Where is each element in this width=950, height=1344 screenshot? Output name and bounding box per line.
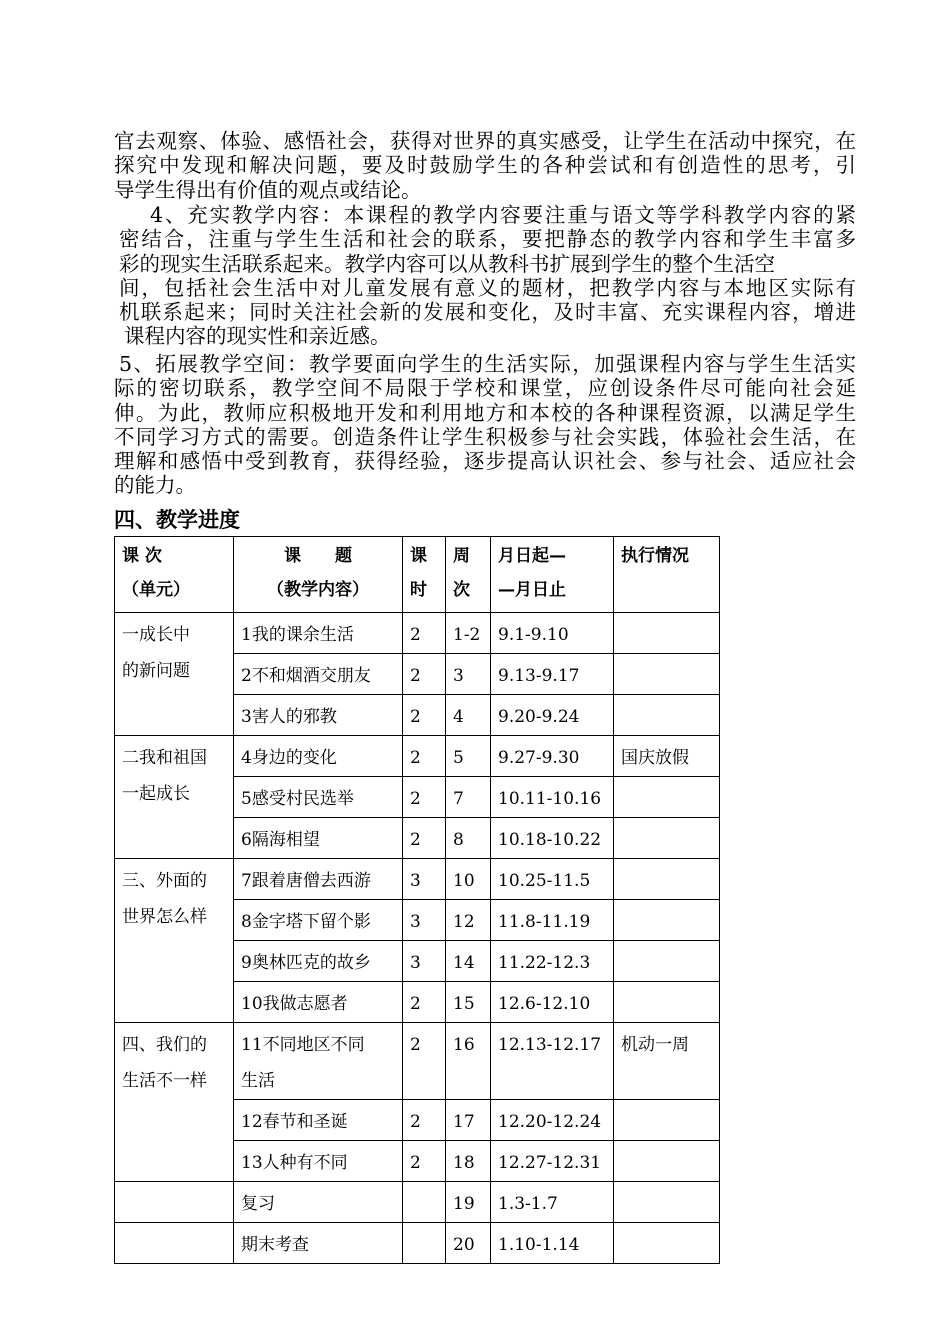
header-topic-sub: （教学内容） <box>267 580 369 600</box>
hours-cell <box>403 1223 446 1264</box>
header-text: 时 <box>410 580 427 600</box>
header-dates <box>491 537 614 613</box>
teaching-schedule-table <box>114 536 720 1264</box>
week-cell: 3 <box>446 654 491 695</box>
dates-cell: 12.6-12.10 <box>491 982 614 1023</box>
header-hours <box>403 537 446 613</box>
hours-cell: 2 <box>403 654 446 695</box>
hours-cell: 2 <box>403 777 446 818</box>
dates-cell: 9.27-9.30 <box>491 736 614 777</box>
hours-cell: 2 <box>403 736 446 777</box>
topic-cell: 6隔海相望 <box>234 818 403 859</box>
week-cell: 15 <box>446 982 491 1023</box>
hours-cell: 2 <box>403 1023 446 1100</box>
header-status <box>614 537 720 613</box>
dates-cell: 10.25-11.5 <box>491 859 614 900</box>
week-cell: 18 <box>446 1141 491 1182</box>
table-row <box>115 736 720 777</box>
topic-text: 生活 <box>241 1071 275 1091</box>
topic-cell: 1我的课余生活 <box>234 613 403 654</box>
table-row <box>115 1223 720 1264</box>
unit-text: 一起成长 <box>122 784 190 804</box>
text-line: 间，包括社会生活中对儿童发展有意义的题材，把教学内容与本地区实际有 <box>119 275 856 300</box>
dates-cell: 10.18-10.22 <box>491 818 614 859</box>
unit-cell <box>115 1223 234 1264</box>
text-line: 不同学习方式的需要。创造条件让学生积极参与社会实践，体验社会生活，在 <box>114 424 856 449</box>
topic-cell: 8金字塔下留个影 <box>234 900 403 941</box>
status-cell <box>614 941 720 982</box>
header-text: 执行情况 <box>621 546 689 566</box>
header-text: 次 <box>144 546 162 566</box>
header-week <box>446 537 491 613</box>
status-cell <box>614 1100 720 1141</box>
topic-cell: 3害人的邪教 <box>234 695 403 736</box>
text-line: 机联系起来；同时关注社会新的发展和变化，及时丰富、充实课程内容，增进 <box>119 300 856 325</box>
topic-cell: 7跟着唐僧去西游 <box>234 859 403 900</box>
week-cell: 12 <box>446 900 491 941</box>
text-line: 的能力。 <box>114 473 196 498</box>
section-title: 四、教学进度 <box>114 508 240 532</box>
dates-cell: 1.10-1.14 <box>491 1223 614 1264</box>
hours-cell: 2 <box>403 818 446 859</box>
header-topic-label: 课 题 <box>284 546 352 566</box>
week-cell: 5 <box>446 736 491 777</box>
header-unit-sub: （单元） <box>122 580 190 600</box>
text-line: 理解和感悟中受到教育，获得经验，逐步提高认识社会、参与社会、适应社会 <box>114 449 856 474</box>
table-row <box>115 1023 720 1100</box>
unit-text: 四、我们的 <box>122 1035 207 1055</box>
week-cell: 10 <box>446 859 491 900</box>
text-line: 伸。为此，教师应积极地开发和利用地方和本校的各种课程资源，以满足学生 <box>114 400 856 425</box>
week-cell: 17 <box>446 1100 491 1141</box>
status-cell <box>614 654 720 695</box>
dates-cell: 10.11-10.16 <box>491 777 614 818</box>
header-topic <box>234 537 403 613</box>
unit-cell <box>115 1182 234 1223</box>
week-cell: 20 <box>446 1223 491 1264</box>
unit-text: 世界怎么样 <box>122 907 207 927</box>
status-cell <box>614 695 720 736</box>
table-row <box>115 1182 720 1223</box>
status-cell: 国庆放假 <box>614 736 720 777</box>
status-cell <box>614 1141 720 1182</box>
text-line: 密结合，注重与学生生活和社会的联系，要把静态的教学内容和学生丰富多 <box>119 227 856 252</box>
text-line: 彩的现实生活联系起来。教学内容可以从教科书扩展到学生的整个生活空 <box>119 251 775 276</box>
hours-cell: 2 <box>403 1100 446 1141</box>
paragraph-expand-space <box>114 352 856 498</box>
hours-cell: 2 <box>403 1141 446 1182</box>
header-text: 次 <box>453 580 470 600</box>
dates-cell: 1.3-1.7 <box>491 1182 614 1223</box>
topic-cell: 2不和烟酒交朋友 <box>234 654 403 695</box>
dates-cell: 9.1-9.10 <box>491 613 614 654</box>
topic-cell: 9奥林匹克的故乡 <box>234 941 403 982</box>
header-text: 课 <box>122 546 139 566</box>
week-cell: 16 <box>446 1023 491 1100</box>
text-line: 探究中发现和解决问题，要及时鼓励学生的各种尝试和有创造性的思考，引 <box>114 153 856 178</box>
dates-cell: 9.13-9.17 <box>491 654 614 695</box>
topic-text: 11不同地区不同 <box>241 1035 365 1055</box>
text-line: 导学生得出有价值的观点或结论。 <box>114 177 422 202</box>
header-text: 周 <box>453 546 470 566</box>
status-cell <box>614 982 720 1023</box>
header-unit-label <box>122 539 233 573</box>
text-line: 5、拓展教学空间：教学要面向学生的生活实际，加强课程内容与学生生活实 <box>119 352 856 376</box>
week-cell: 7 <box>446 777 491 818</box>
hours-cell: 2 <box>403 613 446 654</box>
topic-cell: 5感受村民选举 <box>234 777 403 818</box>
topic-cell: 4身边的变化 <box>234 736 403 777</box>
status-cell <box>614 613 720 654</box>
dates-cell: 9.20-9.24 <box>491 695 614 736</box>
dates-cell: 12.27-12.31 <box>491 1141 614 1182</box>
unit-cell <box>115 613 234 736</box>
hours-cell: 2 <box>403 982 446 1023</box>
status-cell <box>614 818 720 859</box>
table-header-row <box>115 537 720 613</box>
hours-cell <box>403 1182 446 1223</box>
text-line: 官去观察、体验、感悟社会，获得对世界的真实感受，让学生在活动中探究，在 <box>114 129 856 153</box>
topic-cell: 复习 <box>234 1182 403 1223</box>
status-cell <box>614 777 720 818</box>
header-text: —月日止 <box>498 580 566 600</box>
table-row <box>115 859 720 900</box>
header-text: 课 <box>410 546 427 566</box>
dates-cell: 12.20-12.24 <box>491 1100 614 1141</box>
unit-text: 的新问题 <box>122 661 190 681</box>
hours-cell: 3 <box>403 941 446 982</box>
dates-cell: 11.22-12.3 <box>491 941 614 982</box>
unit-text: 一成长中 <box>122 625 190 645</box>
week-cell: 4 <box>446 695 491 736</box>
text-line: 4、充实教学内容：本课程的教学内容要注重与语文等学科教学内容的紧 <box>150 203 856 227</box>
topic-cell: 期末考查 <box>234 1223 403 1264</box>
dates-cell: 12.13-12.17 <box>491 1023 614 1100</box>
status-cell <box>614 859 720 900</box>
topic-cell: 10我做志愿者 <box>234 982 403 1023</box>
table-row <box>115 613 720 654</box>
header-text: 月日起— <box>498 546 566 566</box>
hours-cell: 2 <box>403 695 446 736</box>
paragraph-observation <box>114 129 856 202</box>
text-line: 课程内容的现实性和亲近感。 <box>124 324 391 349</box>
topic-cell <box>234 1023 403 1100</box>
topic-cell: 12春节和圣诞 <box>234 1100 403 1141</box>
hours-cell: 3 <box>403 859 446 900</box>
unit-cell <box>115 1023 234 1182</box>
paragraph-enrich-content <box>114 203 856 349</box>
status-cell <box>614 900 720 941</box>
header-unit <box>115 537 234 613</box>
dates-cell: 11.8-11.19 <box>491 900 614 941</box>
unit-text: 三、外面的 <box>122 871 207 891</box>
week-cell: 19 <box>446 1182 491 1223</box>
unit-text: 生活不一样 <box>122 1071 207 1091</box>
status-cell: 机动一周 <box>614 1023 720 1100</box>
text-line: 际的密切联系，教学空间不局限于学校和课堂，应创设条件尽可能向社会延 <box>114 376 856 401</box>
status-cell <box>614 1223 720 1264</box>
topic-cell: 13人种有不同 <box>234 1141 403 1182</box>
unit-text: 二我和祖国 <box>122 748 207 768</box>
week-cell: 14 <box>446 941 491 982</box>
hours-cell: 3 <box>403 900 446 941</box>
unit-cell <box>115 859 234 1023</box>
status-cell <box>614 1182 720 1223</box>
unit-cell <box>115 736 234 859</box>
week-cell: 8 <box>446 818 491 859</box>
week-cell: 1-2 <box>446 613 491 654</box>
